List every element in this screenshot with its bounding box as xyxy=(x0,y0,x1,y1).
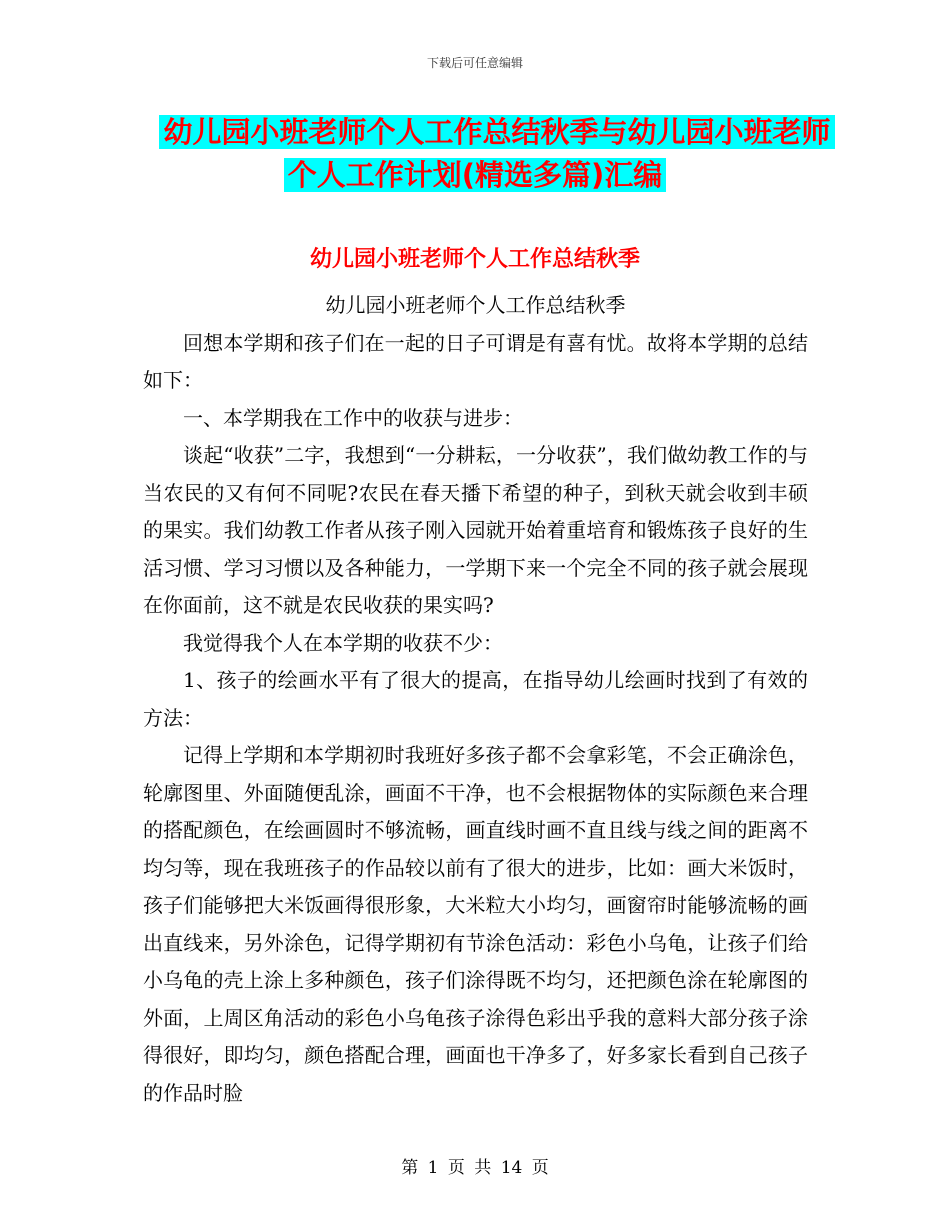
title-highlight: 个人工作计划(精选多篇)汇编 xyxy=(284,158,667,192)
header-note: 下载后可任意编辑 xyxy=(426,56,523,70)
body-paragraph: 1、孩子的绘画水平有了很大的提高，在指导幼儿绘画时找到了有效的方法： xyxy=(143,668,808,730)
body-paragraph: 记得上学期和本学期初时我班好多孩子都不会拿彩笔，不会正确涂色，轮廓图里、外面随便乱涂，画面不干净，也不会根据物体的实际颜色来合理的搭配颜色，在绘画圆时不够流畅，画直线时画不直且线与线之间的距离不均匀等，现在我班孩子的作品较以前有了很大的进步，比如：画大米饭时，孩子们能够把大米饭画得很形象，大米粒大小均匀，画窗帘时能够流畅的画出直线来，另外涂色，记得学期初有节涂色活动：彩色小乌龟，让孩子们给小乌龟的壳上涂上多种颜色，孩子们涂得既不均匀，还把颜色涂在轮廓图的外面，上周区角活动的彩色小乌龟孩子涂得色彩出乎我的意料大部分孩子涂得很好，即均匀，颜色搭配合理，画面也干净多了，好多家长看到自己孩子的作品时脸 xyxy=(143,743,808,1105)
subtitle-paragraph: 幼儿园小班老师个人工作总结秋季 xyxy=(325,293,626,317)
document-body xyxy=(143,287,808,1112)
body-paragraph: 回想本学期和孩子们在一起的日子可谓是有喜有忧。故将本学期的总结如下： xyxy=(143,330,808,392)
title-highlight: 幼儿园小班老师个人工作总结秋季与幼儿园小班老师 xyxy=(159,115,834,149)
body-paragraph: 一、本学期我在工作中的收获与进步： xyxy=(183,405,523,430)
page-footer: 第 1 页 共 14 页 xyxy=(401,1158,549,1178)
section-title: 幼儿园小班老师个人工作总结秋季 xyxy=(309,247,640,272)
body-paragraph: 谈起“收获”二字，我想到“一分耕耘，一分收获”，我们做幼教工作的与当农民的又有何不同呢?农民在春天播下希望的种子，到秋天就会收到丰硕的果实。我们幼教工作者从孩子刚入园就开始着重培育和锻炼孩子良好的生活习惯、学习习惯以及各种能力，一学期下来一个完全不同的孩子就会展现在你面前，这不就是农民收获的果实吗? xyxy=(143,443,808,617)
document-title-line-2 xyxy=(0,148,950,202)
body-paragraph: 我觉得我个人在本学期的收获不少： xyxy=(183,630,503,655)
